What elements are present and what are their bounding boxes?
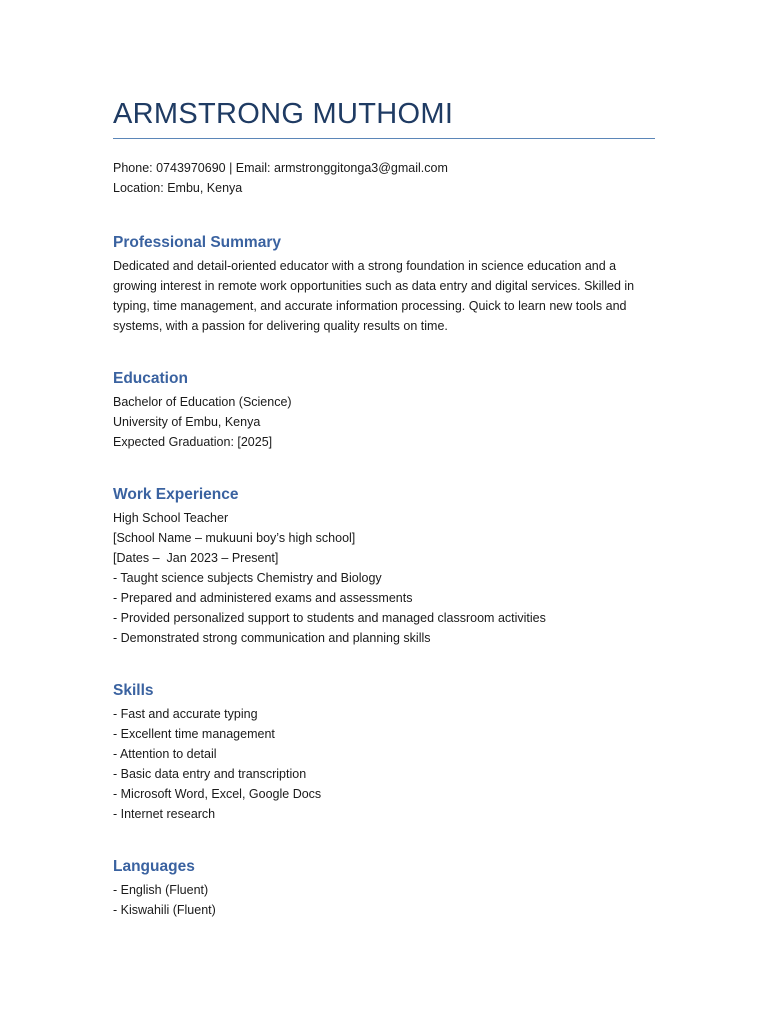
- skill-item: - Excellent time management: [113, 727, 275, 741]
- skills-section: [113, 681, 655, 824]
- skills-body: [113, 704, 655, 824]
- experience-line: High School Teacher: [113, 511, 229, 525]
- language-item: - Kiswahili (Fluent): [113, 903, 216, 917]
- languages-title: Languages: [113, 858, 195, 875]
- education-line: Expected Graduation: [2025]: [113, 435, 273, 449]
- skills-title: Skills: [113, 682, 154, 699]
- skill-item: - Internet research: [113, 807, 216, 821]
- location-line: Location: Embu, Kenya: [113, 181, 243, 195]
- languages-body: [113, 880, 655, 920]
- language-item: - English (Fluent): [113, 883, 209, 897]
- education-section: [113, 369, 655, 452]
- summary-line: growing interest in remote work opportunities such as data entry and digital services. Skilled in: [113, 279, 635, 293]
- contact-block: [113, 158, 655, 198]
- experience-line: - Prepared and administered exams and assessments: [113, 591, 413, 605]
- skill-item: - Attention to detail: [113, 747, 217, 761]
- experience-line: - Taught science subjects Chemistry and Biology: [113, 571, 382, 585]
- skill-item: - Fast and accurate typing: [113, 707, 258, 721]
- experience-line: - Demonstrated strong communication and planning skills: [113, 631, 431, 645]
- summary-title: Professional Summary: [113, 234, 281, 251]
- resume-name: ARMSTRONG MUTHOMI: [113, 98, 454, 130]
- education-line: Bachelor of Education (Science): [113, 395, 292, 409]
- education-body: [113, 392, 655, 452]
- experience-title: Work Experience: [113, 486, 239, 503]
- header-divider: [113, 138, 655, 139]
- skill-item: - Microsoft Word, Excel, Google Docs: [113, 787, 322, 801]
- contact-line: Phone: 0743970690 | Email: armstronggitonga3@gmail.com: [113, 161, 448, 175]
- education-title: Education: [113, 370, 188, 387]
- experience-line: [School Name – mukuuni boy’s high school]: [113, 531, 356, 545]
- experience-section: [113, 485, 655, 648]
- summary-line: typing, time management, and accurate information processing. Quick to learn new tools and: [113, 299, 627, 313]
- summary-section: [113, 233, 655, 336]
- summary-line: Dedicated and detail-oriented educator with a strong foundation in science education and a: [113, 259, 617, 273]
- summary-line: systems, with a passion for delivering quality results on time.: [113, 319, 448, 333]
- summary-body: [113, 256, 655, 336]
- experience-body: [113, 508, 655, 648]
- languages-section: [113, 857, 655, 920]
- skill-item: - Basic data entry and transcription: [113, 767, 307, 781]
- resume-page: [113, 96, 655, 920]
- education-line: University of Embu, Kenya: [113, 415, 261, 429]
- experience-line: - Provided personalized support to students and managed classroom activities: [113, 611, 546, 625]
- experience-line: [Dates – Jan 2023 – Present]: [113, 551, 279, 565]
